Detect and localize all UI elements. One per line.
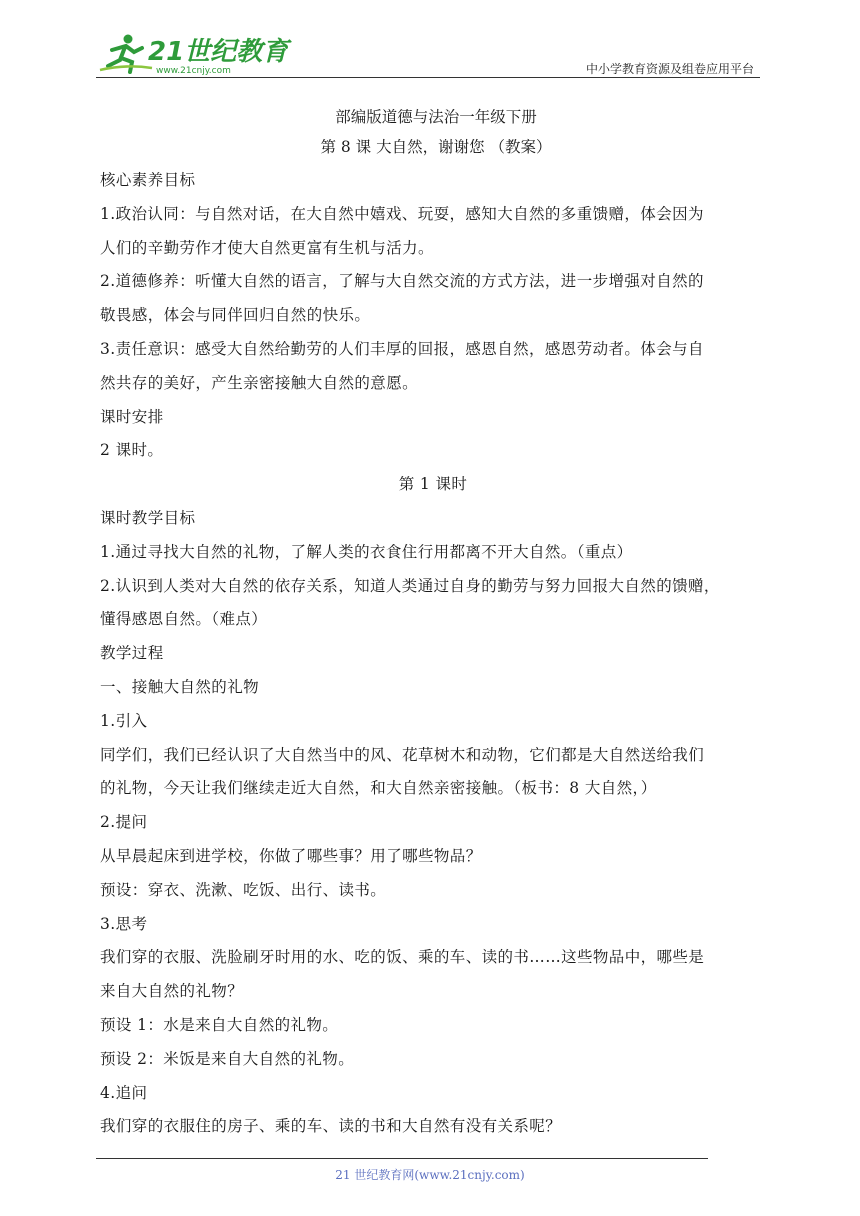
paragraph-line: 的礼物，今天让我们继续走近大自然，和大自然亲密接触。（板书：8 大自然，）: [100, 779, 657, 798]
paragraph-line: 1.通过寻找大自然的礼物，了解人类的衣食住行用都离不开大自然。（重点）: [100, 542, 633, 561]
section-heading: 一、接触大自然的礼物: [100, 677, 260, 696]
site-logo[interactable]: [96, 30, 296, 76]
paragraph-line: 从早晨起床到进学校，你做了哪些事？用了哪些物品？: [100, 846, 482, 865]
paragraph-line: 人们的辛勤劳作才使大自然更富有生机与活力。: [100, 238, 434, 257]
lesson-heading: 第 1 课时: [398, 475, 468, 494]
header-divider: [96, 77, 760, 78]
runner-logo-icon: [96, 30, 296, 76]
step-heading: 1.引入: [100, 711, 148, 730]
paragraph-line: 2 课时。: [100, 441, 164, 460]
platform-name: 中小学教育资源及组卷应用平台: [585, 62, 754, 76]
paragraph-line: 1.政治认同：与自然对话，在大自然中嬉戏、玩耍，感知大自然的多重馈赠，体会因为: [100, 204, 704, 223]
step-heading: 3.思考: [100, 914, 148, 933]
section-heading: 教学过程: [100, 644, 164, 663]
paragraph-line: 3.责任意识：感受大自然给勤劳的人们丰厚的回报，感恩自然，感恩劳动者。体会与自: [100, 339, 704, 358]
page-header: [96, 30, 758, 80]
step-heading: 2.提问: [100, 813, 148, 832]
section-heading: 课时安排: [100, 407, 164, 426]
step-heading: 4.追问: [100, 1083, 148, 1102]
footer-link[interactable]: 21 世纪教育网(www.21cnjy.com): [335, 1168, 525, 1182]
svg-text:21世纪教育: 21世纪教育: [148, 37, 289, 67]
paragraph-line: 2.认识到人类对大自然的依存关系，知道人类通过自身的勤劳与努力回报大自然的馈赠，: [100, 576, 720, 595]
paragraph-line: 懂得感恩自然。（难点）: [100, 610, 268, 629]
document-body: [100, 102, 766, 1144]
footer-divider: [96, 1158, 708, 1159]
section-heading: 课时教学目标: [100, 508, 196, 527]
paragraph-line: 我们穿的衣服住的房子、乘的车、读的书和大自然有没有关系呢？: [100, 1117, 562, 1136]
paragraph-line: 2.道德修养：听懂大自然的语言，了解与大自然交流的方式方法，进一步增强对自然的: [100, 272, 704, 291]
paragraph-line: 然共存的美好，产生亲密接触大自然的意愿。: [100, 373, 419, 392]
section-heading: 核心素养目标: [100, 171, 196, 189]
paragraph-line: 同学们，我们已经认识了大自然当中的风、花草树木和动物，它们都是大自然送给我们: [100, 745, 705, 764]
doc-subtitle: 第 8 课 大自然，谢谢您 （教案）: [320, 138, 552, 156]
paragraph-line: 预设：穿衣、洗漱、吃饭、出行、读书。: [100, 880, 387, 899]
paragraph-line: 预设 2：米饭是来自大自然的礼物。: [100, 1049, 355, 1068]
doc-title: 部编版道德与法治一年级下册: [335, 108, 537, 126]
paragraph-line: 我们穿的衣服、洗脸刷牙时用的水、吃的饭、乘的车、读的书……这些物品中，哪些是: [100, 948, 705, 967]
svg-text:www.21cnjy.com: www.21cnjy.com: [156, 66, 231, 76]
paragraph-line: 预设 1：水是来自大自然的礼物。: [100, 1015, 339, 1034]
paragraph-line: 敬畏感，体会与同伴回归自然的快乐。: [100, 306, 371, 325]
paragraph-line: 来自大自然的礼物？: [100, 982, 244, 1001]
